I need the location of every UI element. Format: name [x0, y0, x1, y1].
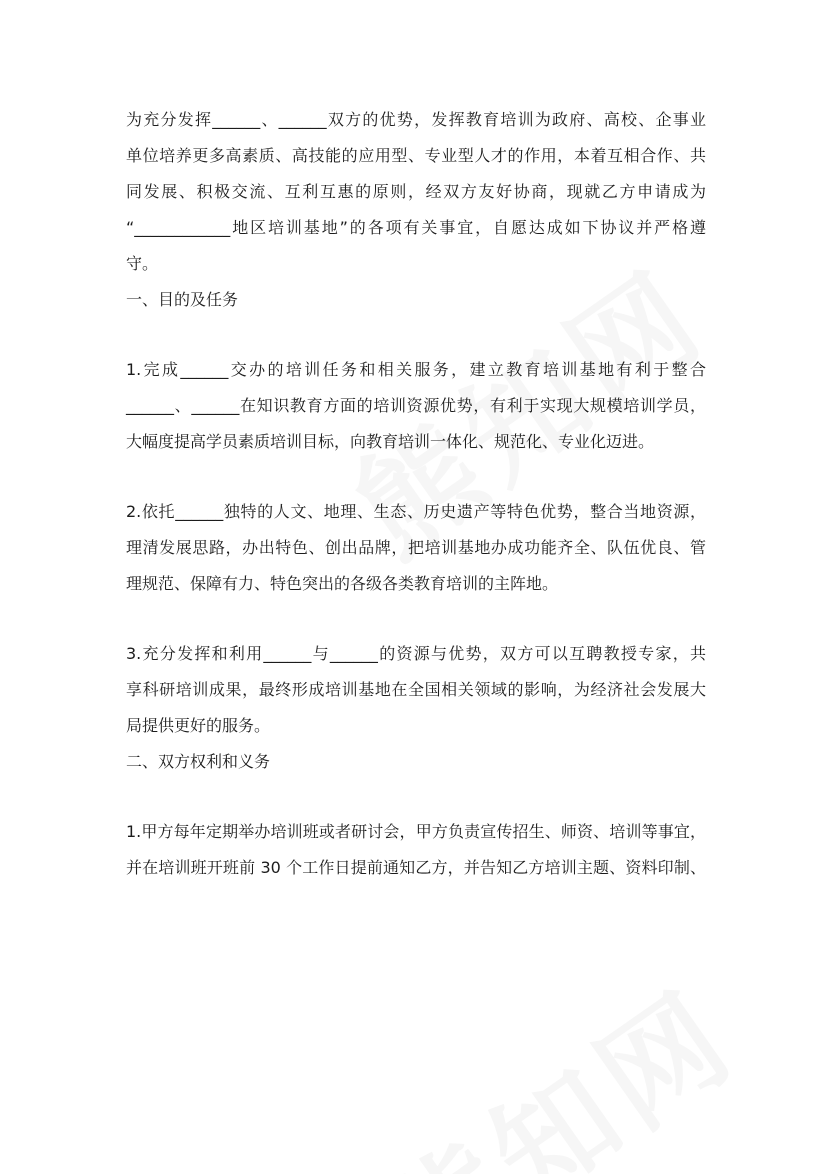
section-heading: 二、双方权利和义务 — [126, 752, 271, 771]
section1-item-1 — [126, 352, 706, 460]
text-line: “____________地区培训基地”的各项有关事宜，自愿达成如下协议并严格遵 — [126, 218, 706, 237]
text-line: 守。 — [126, 254, 159, 273]
text-line: 并在培训班开班前 30 个工作日提前通知乙方，并告知乙方培训主题、资料印制、 — [126, 858, 706, 877]
intro-paragraph — [126, 102, 706, 282]
text-line: 理清发展思路，办出特色、创出品牌，把培训基地办成功能齐全、队伍优良、管 — [126, 538, 706, 557]
text-line: 1.完成______交办的培训任务和相关服务，建立教育培训基地有利于整合 — [126, 360, 706, 379]
text-line: 3.充分发挥和利用______与______的资源与优势，双方可以互聘教授专家，共 — [126, 644, 706, 663]
section1-item-3 — [126, 636, 706, 744]
text-line: 1.甲方每年定期举办培训班或者研讨会，甲方负责宣传招生、师资、培训等事宜， — [126, 822, 706, 841]
section1-item-2 — [126, 494, 706, 602]
section-heading: 一、目的及任务 — [126, 290, 239, 309]
text-line: ______、______在知识教育方面的培训资源优势，有利于实现大规模培训学员， — [126, 396, 706, 415]
text-line: 2.依托______独特的人文、地理、生态、历史遗产等特色优势，整合当地资源， — [126, 502, 706, 521]
text-line: 理规范、保障有力、特色突出的各级各类教育培训的主阵地。 — [126, 574, 559, 593]
text-line: 局提供更好的服务。 — [126, 716, 271, 735]
text-line: 单位培养更多高素质、高技能的应用型、专业型人才的作用，本着互相合作、共 — [126, 146, 706, 165]
section2-item-1 — [126, 814, 706, 886]
watermark — [346, 944, 764, 1174]
document-body — [126, 102, 706, 886]
text-line: 为充分发挥______、______双方的优势，发挥教育培训为政府、高校、企事业 — [126, 110, 706, 129]
text-line: 大幅度提高学员素质培训目标，向教育培训一体化、规范化、专业化迈进。 — [126, 432, 655, 451]
text-line: 享科研培训成果，最终形成培训基地在全国相关领域的影响，为经济社会发展大 — [126, 680, 706, 699]
text-line: 同发展、积极交流、互利互惠的原则，经双方友好协商，现就乙方申请成为 — [126, 182, 706, 201]
